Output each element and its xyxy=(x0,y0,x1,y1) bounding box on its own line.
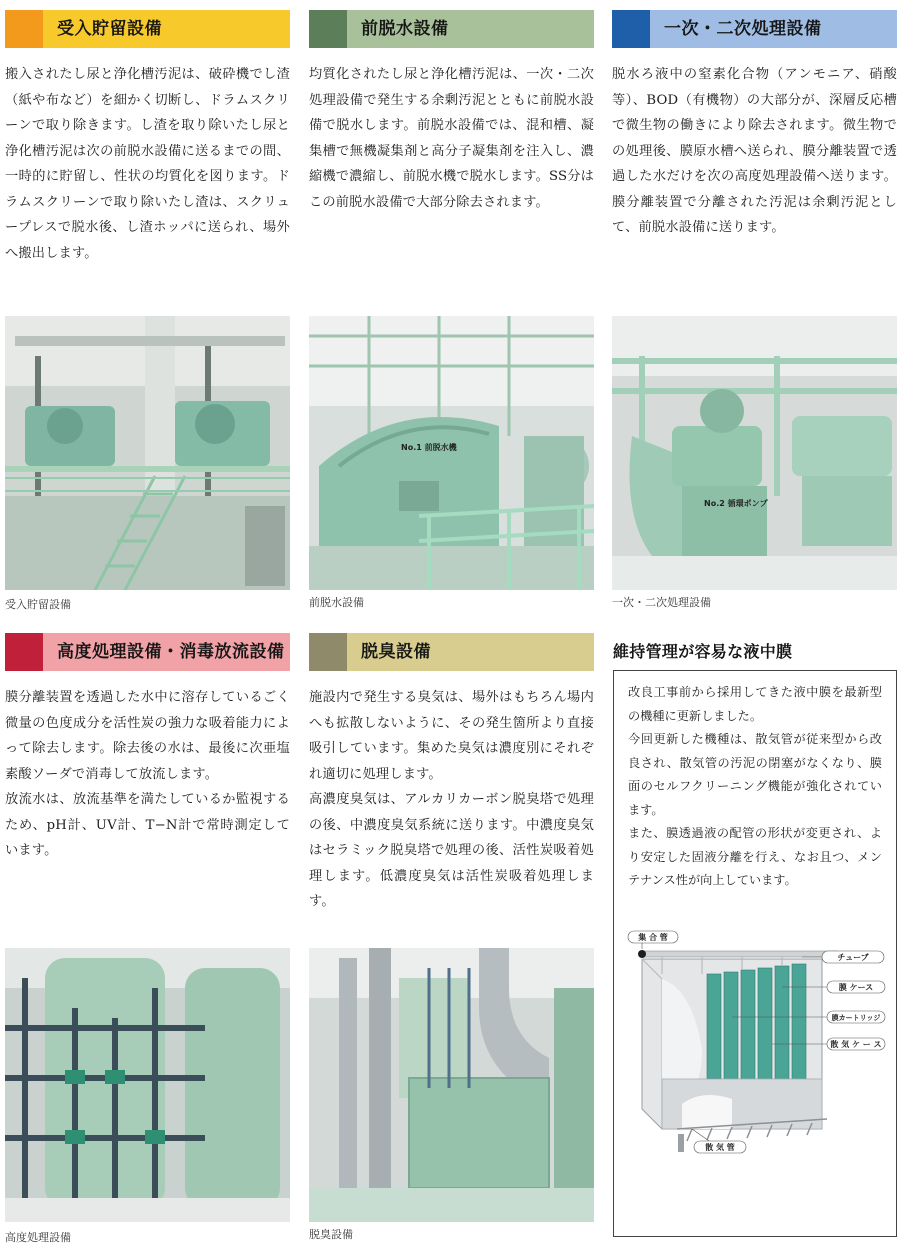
membrane-title: 維持管理が容易な液中膜 xyxy=(613,642,793,661)
paragraph: 今回更新した機種は、散気管が従来型から改良され、散気管の汚泥の閉塞がなくなり、膜面のセルフクリーニング機能が強化されています。 xyxy=(628,732,882,817)
section-body xyxy=(612,62,897,241)
section-pre-dewatering xyxy=(309,10,594,215)
membrane-body xyxy=(628,681,882,893)
header-accent-bar xyxy=(309,633,347,671)
photo-primary-secondary xyxy=(612,316,897,590)
header-accent-bar xyxy=(5,10,43,48)
paragraph: 放流水は、放流基準を満たしているか監視するため、pH計、UV計、T−N計で常時測定しています。 xyxy=(5,792,290,858)
section-advanced-treatment xyxy=(5,633,290,864)
section-body xyxy=(5,62,290,266)
section-header xyxy=(5,10,290,48)
photo-caption: 受入貯留設備 xyxy=(5,598,71,611)
paragraph: また、膜透過液の配管の形状が変更され、より安定した固液分離を行え、なお且つ、メンテナンス性が向上しています。 xyxy=(628,826,882,887)
photo-caption: 前脱水設備 xyxy=(309,596,364,609)
section-header xyxy=(309,10,594,48)
header-accent-bar xyxy=(309,10,347,48)
section-header xyxy=(309,633,594,671)
section-title: 受入貯留設備 xyxy=(57,19,162,39)
paragraph: 脱水ろ液中の窒素化合物（アンモニア、硝酸等）、BOD（有機物）の大部分が、深層反応槽で微生物の働きにより除去されます。微生物での処理後、膜原水槽へ送られ、膜分離装置で透過した水だけを次の高度処理設備へ送ります。膜分離装置で分離された汚泥は余剰汚泥として、前脱水設備に送ります。 xyxy=(612,67,897,235)
photo-caption: 一次・二次処理設備 xyxy=(612,596,711,609)
membrane-box xyxy=(613,670,897,1237)
label-header-pipe: 集 合 管 xyxy=(638,933,668,942)
label-aeration-case: 散 気 ケ ー ス xyxy=(830,1040,882,1049)
paragraph: 搬入されたし尿と浄化槽汚泥は、破砕機でし渣（紙や布など）を細かく切断し、ドラムスクリーンで取り除きます。し渣を取り除いたし尿と浄化槽汚泥は次の前脱水設備に送るまでの間、一時的に貯留し、性状の均質化を図ります。ドラムスクリーンで取り除いたし渣は、スクリュープレスで脱水後、し渣ホッパに送られ、場外へ搬出します。 xyxy=(5,67,290,261)
section-header xyxy=(612,10,897,48)
section-title: 一次・二次処理設備 xyxy=(664,19,822,39)
paragraph: 膜分離装置を透過した水中に溶存しているごく微量の色度成分を活性炭の強力な吸着能力によって除去します。除去後の水は、最後に次亜塩素酸ソーダで消毒して放流します。 xyxy=(5,690,290,782)
paragraph: 均質化されたし尿と浄化槽汚泥は、一次・二次処理設備で発生する余剰汚泥とともに前脱水設備で脱水します。前脱水設備では、混和槽、凝集槽で無機凝集剤と高分子凝集剤を注入し、濃縮機で濃縮し、前脱水機で脱水します。SS分はこの前脱水設備で大部分除去されます。 xyxy=(309,67,594,210)
photo-deodorization xyxy=(309,948,594,1222)
section-primary-secondary xyxy=(612,10,897,241)
section-body xyxy=(309,62,594,215)
section-deodorization xyxy=(309,633,594,915)
section-body xyxy=(5,685,290,864)
photo-caption: 脱臭設備 xyxy=(309,1228,353,1241)
photo-pre-dewatering xyxy=(309,316,594,590)
section-body xyxy=(309,685,594,915)
label-tube: チューブ xyxy=(837,953,869,962)
header-accent-bar xyxy=(5,633,43,671)
label-aeration-pipe: 散 気 管 xyxy=(705,1143,735,1152)
section-title: 脱臭設備 xyxy=(361,642,431,662)
section-title: 前脱水設備 xyxy=(361,19,449,39)
section-receiving xyxy=(5,10,290,266)
paragraph: 施設内で発生する臭気は、場外はもちろん場内へも拡散しないように、その発生箇所より直接吸引しています。集めた臭気は濃度別にそれぞれ適切に処理します。 xyxy=(309,690,594,782)
pump-plate: No.2 循環ポンプ xyxy=(704,499,768,508)
membrane-diagram xyxy=(622,929,888,1159)
paragraph: 高濃度臭気は、アルカリカーボン脱臭塔で処理の後、中濃度臭気系統に送ります。中濃度臭気はセラミック脱臭塔で処理の後、活性炭吸着処理します。低濃度臭気は活性炭吸着処理します。 xyxy=(309,792,594,909)
photo-caption: 高度処理設備 xyxy=(5,1231,71,1244)
header-accent-bar xyxy=(612,10,650,48)
section-header xyxy=(5,633,290,671)
label-cartridge: 膜カートリッジ xyxy=(831,1014,881,1022)
photo-advanced-treatment xyxy=(5,948,290,1222)
label-case: 膜 ケース xyxy=(838,983,874,992)
section-title: 高度処理設備・消毒放流設備 xyxy=(57,642,285,662)
photo-receiving xyxy=(5,316,290,590)
paragraph: 改良工事前から採用してきた液中膜を最新型の機種に更新しました。 xyxy=(628,685,882,723)
machine-plate: No.1 前脱水機 xyxy=(401,443,457,452)
